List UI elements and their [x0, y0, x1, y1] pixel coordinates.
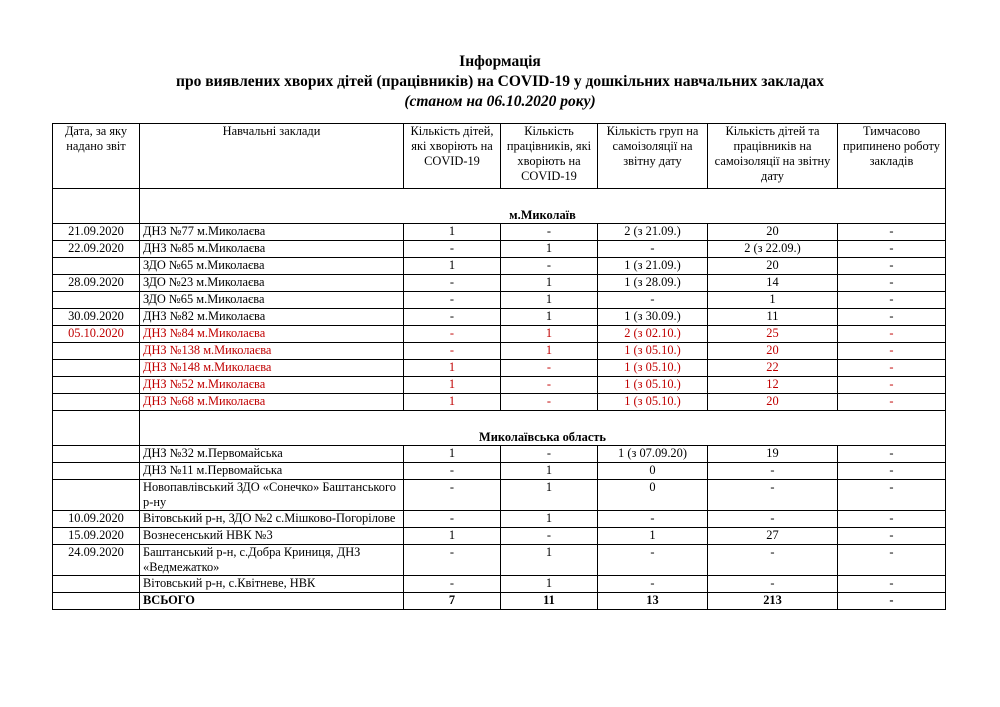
- table-row: [53, 377, 946, 394]
- table-row: [53, 326, 946, 343]
- isolated-people: 20: [708, 224, 838, 241]
- sick-workers-count: 1: [501, 292, 598, 309]
- closed-status: -: [838, 511, 946, 528]
- closed-status: -: [838, 275, 946, 292]
- institution-name: Новопавлівський ЗДО «Сонечко» Баштанського р-ну: [140, 480, 404, 511]
- report-date: 05.10.2020: [53, 326, 140, 343]
- institution-name: ДНЗ №68 м.Миколаєва: [140, 394, 404, 411]
- isolated-groups: -: [598, 241, 708, 258]
- table-row: [53, 446, 946, 463]
- closed-status: -: [838, 258, 946, 275]
- sick-children-count: 1: [404, 394, 501, 411]
- total-row: [53, 593, 946, 610]
- table-row: [53, 463, 946, 480]
- institution-name: ДНЗ №11 м.Первомайська: [140, 463, 404, 480]
- section-spacer: [53, 189, 140, 224]
- isolated-groups: 1: [598, 528, 708, 545]
- header-sick-workers: Кількість працівників, які хворіють на COVID-19: [501, 124, 598, 189]
- total-label: ВСЬОГО: [140, 593, 404, 610]
- total-groups: 13: [598, 593, 708, 610]
- institution-name: ЗДО №65 м.Миколаєва: [140, 258, 404, 275]
- sick-children-count: -: [404, 480, 501, 511]
- sick-workers-count: -: [501, 377, 598, 394]
- report-date: 10.09.2020: [53, 511, 140, 528]
- sick-workers-count: 1: [501, 309, 598, 326]
- isolated-groups: 0: [598, 480, 708, 511]
- isolated-people: 20: [708, 343, 838, 360]
- institution-name: ЗДО №23 м.Миколаєва: [140, 275, 404, 292]
- report-date: [53, 394, 140, 411]
- closed-status: -: [838, 576, 946, 593]
- closed-status: -: [838, 360, 946, 377]
- sick-workers-count: 1: [501, 511, 598, 528]
- isolated-groups: 2 (з 02.10.): [598, 326, 708, 343]
- report-date: [53, 377, 140, 394]
- sick-workers-count: 1: [501, 326, 598, 343]
- table-row: [53, 511, 946, 528]
- isolated-people: -: [708, 480, 838, 511]
- table-row: [53, 258, 946, 275]
- table-row: [53, 528, 946, 545]
- isolated-people: 12: [708, 377, 838, 394]
- institution-name: ДНЗ №82 м.Миколаєва: [140, 309, 404, 326]
- institution-name: ДНЗ №84 м.Миколаєва: [140, 326, 404, 343]
- report-date: 15.09.2020: [53, 528, 140, 545]
- isolated-people: 20: [708, 394, 838, 411]
- sick-workers-count: 1: [501, 576, 598, 593]
- total-isolated: 213: [708, 593, 838, 610]
- total-children: 7: [404, 593, 501, 610]
- isolated-groups: 1 (з 05.10.): [598, 360, 708, 377]
- closed-status: -: [838, 241, 946, 258]
- sick-workers-count: 1: [501, 241, 598, 258]
- sick-children-count: -: [404, 309, 501, 326]
- closed-status: -: [838, 528, 946, 545]
- sick-children-count: 1: [404, 360, 501, 377]
- report-date: [53, 446, 140, 463]
- isolated-groups: 1 (з 28.09.): [598, 275, 708, 292]
- report-date: 30.09.2020: [53, 309, 140, 326]
- sick-children-count: -: [404, 343, 501, 360]
- report-date: [53, 258, 140, 275]
- document-date-line: (станом на 06.10.2020 року): [404, 93, 596, 110]
- institution-name: ДНЗ №32 м.Первомайська: [140, 446, 404, 463]
- section-spacer: [53, 411, 140, 446]
- sick-children-count: -: [404, 326, 501, 343]
- table-row: [53, 241, 946, 258]
- sick-children-count: 1: [404, 377, 501, 394]
- table-row: [53, 360, 946, 377]
- covid-table: [52, 123, 946, 610]
- isolated-groups: 0: [598, 463, 708, 480]
- isolated-people: -: [708, 545, 838, 576]
- total-date-cell: [53, 593, 140, 610]
- table-row: [53, 480, 946, 511]
- sick-children-count: -: [404, 511, 501, 528]
- sick-children-count: 1: [404, 446, 501, 463]
- table-row: [53, 309, 946, 326]
- section-title-region: Миколаївська область: [140, 411, 946, 446]
- sick-workers-count: 1: [501, 480, 598, 511]
- table-row: [53, 343, 946, 360]
- closed-status: -: [838, 463, 946, 480]
- table-row: [53, 224, 946, 241]
- closed-status: -: [838, 292, 946, 309]
- total-workers: 11: [501, 593, 598, 610]
- sick-workers-count: -: [501, 394, 598, 411]
- isolated-people: 11: [708, 309, 838, 326]
- closed-status: -: [838, 377, 946, 394]
- table-row: [53, 545, 946, 576]
- isolated-people: -: [708, 576, 838, 593]
- section-row-city: [53, 189, 946, 224]
- sick-workers-count: 1: [501, 463, 598, 480]
- sick-workers-count: -: [501, 224, 598, 241]
- report-date: [53, 463, 140, 480]
- isolated-groups: 1 (з 05.10.): [598, 343, 708, 360]
- sick-workers-count: 1: [501, 545, 598, 576]
- table-row: [53, 292, 946, 309]
- closed-status: -: [838, 224, 946, 241]
- institution-name: ДНЗ №85 м.Миколаєва: [140, 241, 404, 258]
- sick-children-count: -: [404, 241, 501, 258]
- report-date: 24.09.2020: [53, 545, 140, 576]
- sick-workers-count: -: [501, 258, 598, 275]
- closed-status: -: [838, 309, 946, 326]
- sick-workers-count: 1: [501, 343, 598, 360]
- table-row: [53, 394, 946, 411]
- isolated-people: -: [708, 511, 838, 528]
- header-isolated: Кількість дітей та працівників на самоізоляції на звітну дату: [708, 124, 838, 189]
- institution-name: ЗДО №65 м.Миколаєва: [140, 292, 404, 309]
- isolated-groups: -: [598, 576, 708, 593]
- isolated-people: 1: [708, 292, 838, 309]
- table-row: [53, 576, 946, 593]
- sick-children-count: -: [404, 292, 501, 309]
- isolated-groups: 1 (з 07.09.20): [598, 446, 708, 463]
- report-date: [53, 292, 140, 309]
- sick-workers-count: -: [501, 528, 598, 545]
- isolated-groups: 1 (з 05.10.): [598, 394, 708, 411]
- isolated-groups: -: [598, 511, 708, 528]
- institution-name: ДНЗ №148 м.Миколаєва: [140, 360, 404, 377]
- closed-status: -: [838, 545, 946, 576]
- document-title: Інформація: [459, 53, 541, 70]
- header-sick-children: Кількість дітей, які хворіють на COVID-19: [404, 124, 501, 189]
- sick-children-count: -: [404, 275, 501, 292]
- isolated-groups: 1 (з 21.09.): [598, 258, 708, 275]
- header-date: Дата, за яку надано звіт: [53, 124, 140, 189]
- sick-workers-count: -: [501, 446, 598, 463]
- report-date: [53, 576, 140, 593]
- report-date: [53, 480, 140, 511]
- report-date: [53, 343, 140, 360]
- isolated-people: 19: [708, 446, 838, 463]
- isolated-groups: -: [598, 545, 708, 576]
- sick-children-count: 1: [404, 224, 501, 241]
- closed-status: -: [838, 343, 946, 360]
- isolated-people: 22: [708, 360, 838, 377]
- closed-status: -: [838, 394, 946, 411]
- sick-workers-count: -: [501, 360, 598, 377]
- institution-name: Вітовський р-н, с.Квітневе, НВК: [140, 576, 404, 593]
- isolated-people: 14: [708, 275, 838, 292]
- report-date: 21.09.2020: [53, 224, 140, 241]
- total-closed: -: [838, 593, 946, 610]
- isolated-groups: 1 (з 05.10.): [598, 377, 708, 394]
- isolated-groups: 2 (з 21.09.): [598, 224, 708, 241]
- isolated-people: -: [708, 463, 838, 480]
- header-institutions: Навчальні заклади: [140, 124, 404, 189]
- closed-status: -: [838, 480, 946, 511]
- sick-workers-count: 1: [501, 275, 598, 292]
- closed-status: -: [838, 446, 946, 463]
- institution-name: ДНЗ №52 м.Миколаєва: [140, 377, 404, 394]
- section-row-region: [53, 411, 946, 446]
- report-date: 22.09.2020: [53, 241, 140, 258]
- isolated-groups: 1 (з 30.09.): [598, 309, 708, 326]
- isolated-people: 25: [708, 326, 838, 343]
- table-row: [53, 275, 946, 292]
- header-closed: Тимчасово припинено роботу закладів: [838, 124, 946, 189]
- table-body: [53, 189, 946, 610]
- sick-children-count: -: [404, 545, 501, 576]
- sick-children-count: 1: [404, 258, 501, 275]
- institution-name: Баштанський р-н, с.Добра Криниця, ДНЗ «Ведмежатко»: [140, 545, 404, 576]
- isolated-people: 2 (з 22.09.): [708, 241, 838, 258]
- closed-status: -: [838, 326, 946, 343]
- report-date: 28.09.2020: [53, 275, 140, 292]
- isolated-people: 20: [708, 258, 838, 275]
- isolated-groups: -: [598, 292, 708, 309]
- report-date: [53, 360, 140, 377]
- section-title-city: м.Миколаїв: [140, 189, 946, 224]
- institution-name: Вітовський р-н, ЗДО №2 с.Мішково-Погорілове: [140, 511, 404, 528]
- document-subtitle: про виявлених хворих дітей (працівників) на COVID-19 у дошкільних навчальних закладах: [176, 73, 824, 90]
- sick-children-count: -: [404, 463, 501, 480]
- institution-name: ДНЗ №138 м.Миколаєва: [140, 343, 404, 360]
- header-groups: Кількість груп на самоізоляції на звітну дату: [598, 124, 708, 189]
- institution-name: ДНЗ №77 м.Миколаєва: [140, 224, 404, 241]
- sick-children-count: -: [404, 576, 501, 593]
- sick-children-count: 1: [404, 528, 501, 545]
- isolated-people: 27: [708, 528, 838, 545]
- institution-name: Вознесенський НВК №3: [140, 528, 404, 545]
